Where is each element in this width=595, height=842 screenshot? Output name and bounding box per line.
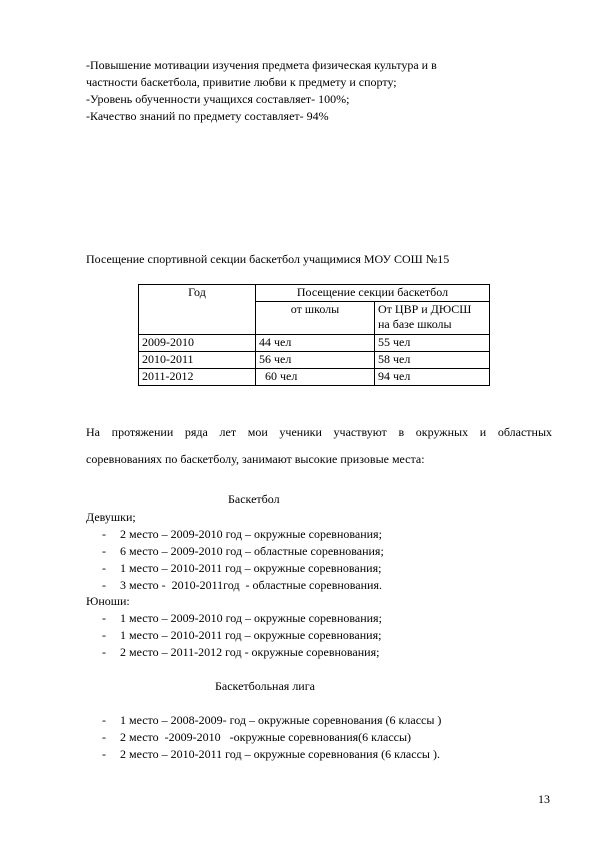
list-item: - 1 место – 2009-2010 год – окружные соревнования; [102, 611, 382, 625]
page-number: 13 [538, 792, 550, 806]
list-item: - 1 место – 2008-2009- год – окружные соревнования (6 классы ) [102, 713, 442, 727]
list-item: - 2 место -2009-2010 -окружные соревнования(6 классы) [102, 730, 412, 744]
table-row [139, 335, 490, 352]
cell-year: 2010-2011 [139, 352, 256, 369]
list-item-text: 1 место – 2009-2010 год – окружные соревнования; [120, 611, 382, 625]
header-school: от школы [256, 302, 375, 335]
intro-line-1: -Повышение мотивации изучения предмета физическая культура и в [86, 58, 437, 72]
cell-school: 56 чел [256, 352, 375, 369]
league-heading: Баскетбольная лига [215, 679, 315, 693]
cell-year: 2009-2010 [139, 335, 256, 352]
list-item: - 2 место – 2009-2010 год – окружные соревнования; [102, 527, 382, 541]
cell-school: 60 чел [256, 369, 375, 386]
list-item-text: 3 место - 2010-2011год - областные соревнования. [120, 578, 382, 592]
header-attendance: Посещение секции баскетбол [256, 285, 490, 302]
list-item: - 1 место – 2010-2011 год – окружные соревнования; [102, 628, 382, 642]
intro-line-3: -Уровень обученности учащихся составляет- 100%; [86, 92, 350, 106]
cell-school: 44 чел [256, 335, 375, 352]
intro-line-2: частности баскетбола, привитие любви к предмету и спорту; [86, 75, 397, 89]
list-item-text: 1 место – 2010-2011 год – окружные соревнования; [120, 628, 382, 642]
header-cvr-line-1: От ЦВР и ДЮСШ [378, 302, 472, 316]
list-item: - 3 место - 2010-2011год - областные соревнования. [102, 578, 382, 592]
list-item-text: 2 место -2009-2010 -окружные соревнования(6 классы) [120, 730, 412, 744]
list-item-text: 2 место – 2010-2011 год – окружные соревнования (6 классы ). [120, 747, 440, 761]
boys-label: Юноши: [86, 594, 130, 608]
list-item: - 1 место – 2010-2011 год – окружные соревнования; [102, 561, 382, 575]
cell-cvr: 94 чел [375, 369, 490, 386]
header-cvr [375, 302, 490, 335]
list-item: - 6 место – 2009-2010 год – областные соревнования; [102, 544, 384, 558]
list-item-text: 6 место – 2009-2010 год – областные соревнования; [120, 544, 384, 558]
cell-cvr: 55 чел [375, 335, 490, 352]
list-item-text: 1 место – 2010-2011 год – окружные соревнования; [120, 561, 382, 575]
cell-cvr: 58 чел [375, 352, 490, 369]
attendance-table [138, 284, 490, 386]
table-row [139, 369, 490, 386]
list-item-text: 2 место – 2009-2010 год – окружные соревнования; [120, 527, 382, 541]
cell-year: 2011-2012 [139, 369, 256, 386]
paragraph-line-1: На протяжении ряда лет мои ученики участвуют в окружных и областных [86, 425, 552, 439]
girls-label: Девушки; [86, 510, 136, 524]
list-item: - 2 место – 2010-2011 год – окружные соревнования (6 классы ). [102, 747, 440, 761]
table-row [139, 352, 490, 369]
basketball-heading: Баскетбол [228, 492, 280, 506]
paragraph-line-2: соревнованиях по баскетболу, занимают высокие призовые места: [86, 452, 425, 466]
header-cvr-line-2: на базе школы [378, 317, 452, 331]
list-item: - 2 место – 2011-2012 год - окружные соревнования; [102, 645, 380, 659]
list-item-text: 1 место – 2008-2009- год – окружные соревнования (6 классы ) [120, 713, 442, 727]
list-item-text: 2 место – 2011-2012 год - окружные соревнования; [120, 645, 380, 659]
table-header-row [139, 285, 490, 302]
header-year: Год [139, 285, 256, 335]
intro-line-4: -Качество знаний по предмету составляет- 94% [86, 109, 329, 123]
table-title: Посещение спортивной секции баскетбол учащимися МОУ СОШ №15 [86, 252, 450, 266]
